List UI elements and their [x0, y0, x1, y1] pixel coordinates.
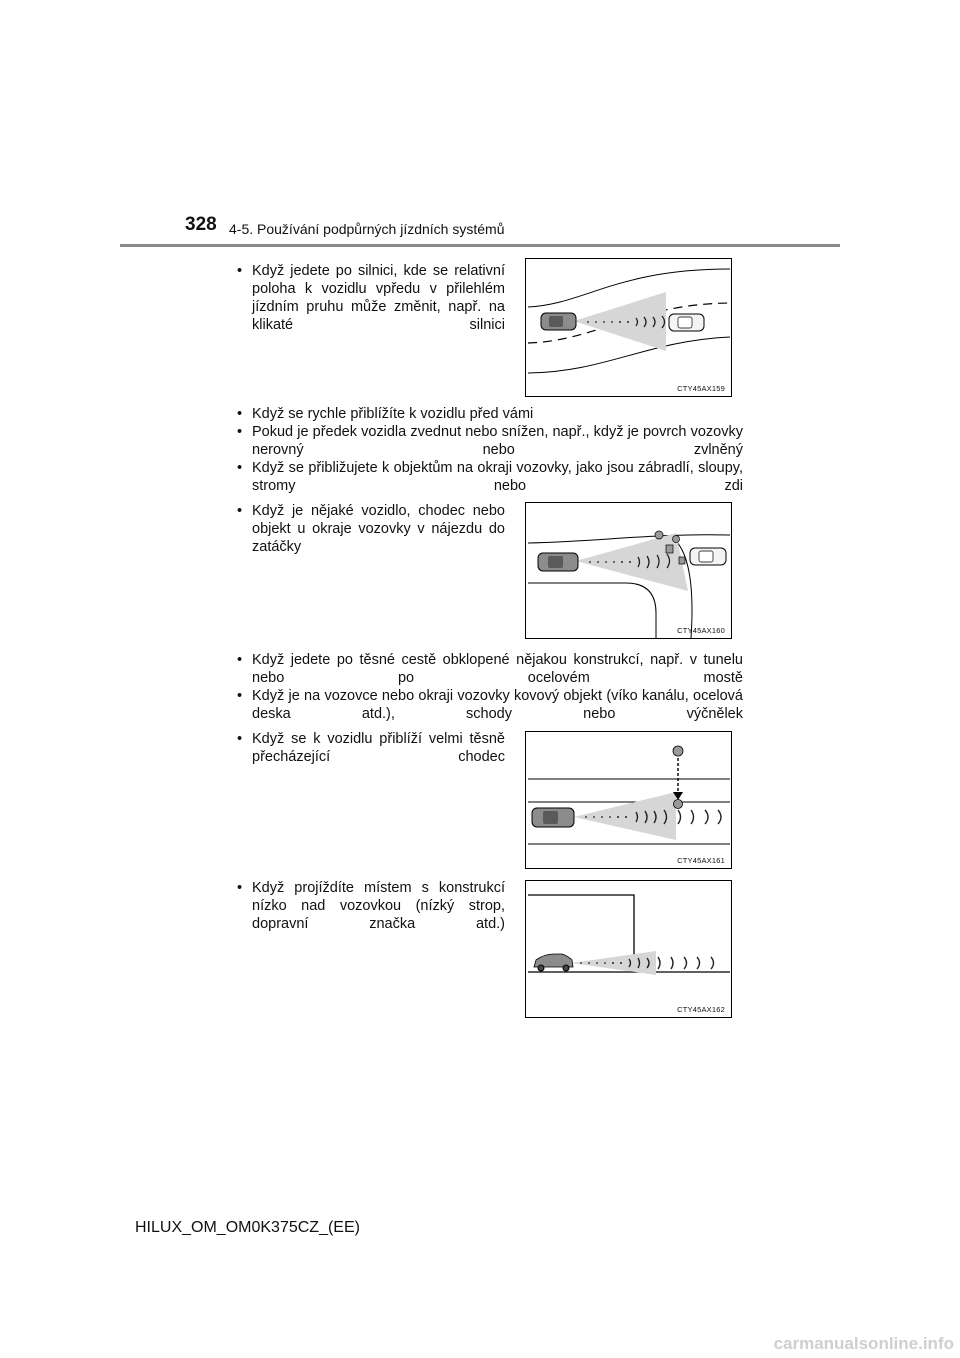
- figure-low-overhead: [525, 880, 732, 1018]
- list-item: [237, 879, 505, 951]
- bullet: •: [237, 460, 243, 476]
- bullet: •: [237, 406, 243, 422]
- bullet: •: [237, 263, 243, 279]
- figure-id: CTY45AX160: [677, 626, 725, 635]
- figure-id: CTY45AX159: [677, 384, 725, 393]
- item-text: Když jedete po těsné cestě obklopené nějakou konstrukcí, např. v tunelu nebo po ocelovém mostě: [252, 652, 743, 686]
- low-overhead-illustration: [526, 881, 731, 1017]
- page-number: 328: [185, 214, 217, 235]
- header-rule: [120, 244, 840, 247]
- item-text: Když se rychle přiblížíte k vozidlu před vámi: [252, 406, 534, 422]
- list-item: [237, 262, 505, 352]
- item-text: Pokud je předek vozidla zvednut nebo snížen, např., když je povrch vozovky nerovný nebo zvlněný: [252, 424, 743, 458]
- corner-entry-illustration: [526, 503, 731, 638]
- figure-curved-road: [525, 258, 732, 397]
- bullet: •: [237, 731, 243, 747]
- figure-pedestrian-crossing: [525, 731, 732, 869]
- pedestrian-crossing-illustration: [526, 732, 731, 868]
- list-item: [237, 730, 505, 784]
- list-item: [237, 502, 505, 574]
- section-title: 4-5. Používání podpůrných jízdních systémů: [229, 221, 505, 237]
- figure-id: CTY45AX162: [677, 1005, 725, 1014]
- watermark: carmanualsonline.info: [773, 1334, 954, 1353]
- bullet: •: [237, 880, 243, 896]
- figure-id: CTY45AX161: [677, 856, 725, 865]
- item-text: Když se k vozidlu přiblíží velmi těsně přecházející chodec: [252, 731, 505, 765]
- item-text: Když je na vozovce nebo okraji vozovky kovový objekt (víko kanálu, ocelová deska atd.), schody nebo výčnělek: [252, 688, 743, 722]
- list-item: [237, 405, 743, 423]
- item-text: Když je nějaké vozidlo, chodec nebo objekt u okraje vozovky v nájezdu do zatáčky: [252, 503, 505, 555]
- bullet: •: [237, 503, 243, 519]
- figure-corner-entry: [525, 502, 732, 639]
- item-text: Když jedete po silnici, kde se relativní poloha k vozidlu vpředu v přilehlém jízdním pruhu může změnit, např. na klikaté silnici: [252, 263, 505, 333]
- footer-document-code: HILUX_OM_OM0K375CZ_(EE): [135, 1219, 360, 1236]
- bullet: •: [237, 688, 243, 704]
- bullet: •: [237, 652, 243, 668]
- item-text: Když projíždíte místem s konstrukcí nízko nad vozovkou (nízký strop, dopravní značka atd.): [252, 880, 505, 932]
- curved-road-illustration: [526, 259, 731, 396]
- item-text: Když se přibližujete k objektům na okraji vozovky, jako jsou zábradlí, sloupy, stromy nebo zdi: [252, 460, 743, 494]
- bullet: •: [237, 424, 243, 440]
